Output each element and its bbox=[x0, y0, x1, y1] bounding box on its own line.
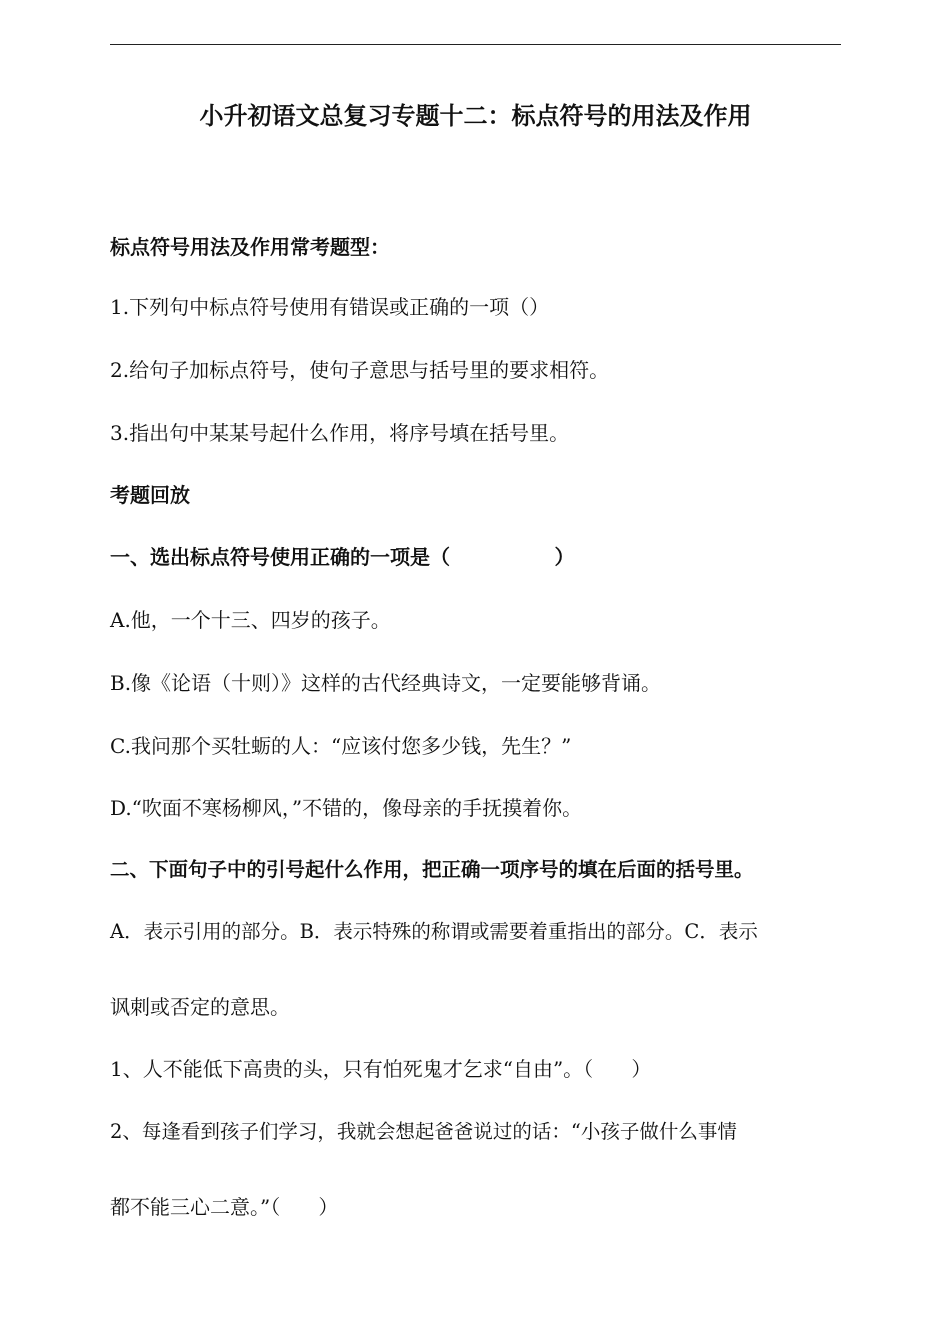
question-type-3: 3.指出句中某某号起什么作用，将序号填在括号里。 bbox=[110, 421, 570, 445]
review-heading: 考题回放 bbox=[110, 483, 190, 507]
question-type-1: 1.下列句中标点符号使用有错误或正确的一项（） bbox=[110, 295, 550, 319]
quote-function-choices: A．表示引用的部分。B．表示特殊的称谓或需要着重指出的部分。C．表示 bbox=[110, 920, 758, 943]
part-two-question-2-continued: 都不能三心二意。”（ ） bbox=[110, 1195, 339, 1219]
quote-function-choices-continued: 讽刺或否定的意思。 bbox=[110, 995, 290, 1019]
option-a: A.他，一个十三、四岁的孩子。 bbox=[110, 608, 391, 632]
header-rule bbox=[110, 44, 841, 45]
question-type-2: 2.给句子加标点符号，使句子意思与括号里的要求相符。 bbox=[110, 358, 610, 382]
part-two-question-2: 2、每逢看到孩子们学习，我就会想起爸爸说过的话：“小孩子做什么事情 bbox=[110, 1120, 737, 1143]
option-d: D.“吹面不寒杨柳风，”不错的，像母亲的手抚摸着你。 bbox=[110, 796, 583, 820]
part-one-heading: 一、选出标点符号使用正确的一项是（ ） bbox=[110, 545, 575, 569]
part-two-heading: 二、下面句子中的引号起什么作用，把正确一项序号的填在后面的括号里。 bbox=[110, 858, 754, 881]
option-b: B.像《论语（十则）》这样的古代经典诗文，一定要能够背诵。 bbox=[110, 671, 662, 695]
document-title: 小升初语文总复习专题十二：标点符号的用法及作用 bbox=[199, 102, 752, 130]
part-two-question-1: 1、人不能低下高贵的头，只有怕死鬼才乞求“自由”。（ ） bbox=[110, 1057, 652, 1081]
option-c: C.我问那个买牡蛎的人：“应该付您多少钱，先生？” bbox=[110, 734, 572, 758]
question-types-heading: 标点符号用法及作用常考题型： bbox=[110, 235, 390, 259]
